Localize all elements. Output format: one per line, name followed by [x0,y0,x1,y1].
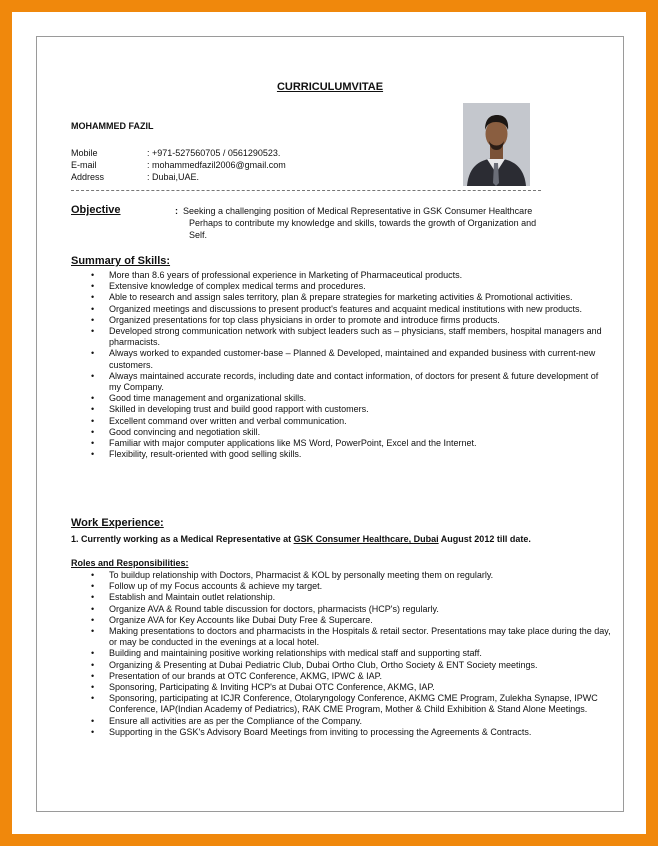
list-item: • Building and maintaining positive working relationships with medical staff and supporting staff. [71,648,611,659]
contact-label: Address [71,172,105,182]
roles-list [71,570,611,738]
list-item: • Organized presentations for top class physicians in order to promote and introduce firms products. [71,315,611,326]
list-item: • Establish and Maintain outlet relationship. [71,592,611,603]
contact-value: : Dubai,UAE. [147,172,200,182]
company-name: GSK Consumer Healthcare, Dubai [293,534,439,544]
list-item: • Organized meetings and discussions to present product's features and acquaint medical institutions with new products. [71,304,611,315]
list-item: • Presentation of our brands at OTC Conference, AKMG, IPWC & IAP. [71,671,611,682]
list-item: • Excellent command over written and verbal communication. [71,416,611,427]
roles-heading: Roles and Responsibilities: [71,558,189,568]
list-item: • Always maintained accurate records, including date and contact information, of doctors for present & future development of my Company. [71,371,611,393]
current-job-line [71,534,531,544]
orange-frame [12,12,646,834]
list-item: • Supporting in the GSK's Advisory Board Meetings from inviting to processing the Agreements & Contracts. [71,727,611,738]
job-prefix: 1. Currently working as a Medical Representative at [71,534,294,544]
list-item: • Able to research and assign sales territory, plan & prepare strategies for marketing activities & Promotional activities. [71,292,611,303]
experience-heading: Work Experience: [71,517,164,529]
list-item: • Sponsoring, Participating & Inviting HCP's at Dubai OTC Conference, AKMG, IAP. [71,682,611,693]
objective-colon: : [175,206,178,216]
list-item: • Ensure all activities are as per the Compliance of the Company. [71,716,611,727]
separator-line [71,190,541,191]
objective-line: Self. [189,230,208,240]
skills-heading: Summary of Skills: [71,255,171,267]
list-item: • More than 8.6 years of professional experience in Marketing of Pharmaceutical products. [71,270,611,281]
contact-email [71,159,286,171]
objective-heading: Objective [71,204,121,216]
contact-label: Mobile [71,148,98,158]
list-item: • Making presentations to doctors and pharmacists in the Hospitals & retail sector. Presentations may take place during the day, or may be conducted in the evenings at a local hotel. [71,626,611,648]
document-page [36,36,624,812]
list-item: • Familiar with major computer applications like MS Word, PowerPoint, Excel and the Internet. [71,438,611,449]
skills-list [71,270,611,460]
document-title: CURRICULUMVITAE [276,81,384,93]
objective-text [183,205,623,241]
list-item: • Good time management and organizational skills. [71,393,611,404]
contact-address [71,171,286,183]
list-item: • To buildup relationship with Doctors, Pharmacist & KOL by personally meeting them on regularly. [71,570,611,581]
list-item: • Extensive knowledge of complex medical terms and procedures. [71,281,611,292]
contact-value: : +971-527560705 / 0561290523. [147,148,281,158]
list-item: • Follow up of my Focus accounts & achieve my target. [71,581,611,592]
list-item: • Skilled in developing trust and build good rapport with customers. [71,404,611,415]
list-item: • Flexibility, result-oriented with good selling skills. [71,449,611,460]
profile-photo [463,103,530,186]
list-item: • Developed strong communication network with subject leaders such as – physicians, staff members, hospital managers and pharmacists. [71,326,611,348]
list-item: • Organizing & Presenting at Dubai Pediatric Club, Dubai Ortho Club, Ortho Society & ENT Society meetings. [71,660,611,671]
list-item: • Organize AVA for Key Accounts like Dubai Duty Free & Supercare. [71,615,611,626]
contact-mobile [71,147,286,159]
contact-block [71,147,286,183]
objective-line: Seeking a challenging position of Medical Representative in GSK Consumer Healthcare [183,206,533,216]
list-item: • Always worked to expanded customer-base – Planned & Developed, maintained and expanded business with current-new customers. [71,348,611,370]
objective-line: Perhaps to contribute my knowledge and skills, towards the growth of Organization and [189,218,537,228]
list-item: • Good convincing and negotiation skill. [71,427,611,438]
candidate-name: MOHAMMED FAZIL [71,121,154,131]
list-item: • Sponsoring, participating at ICJR Conference, Otolaryngology Conference, AKMG CME Program, Zulekha Synapse, IPWC Conference, IAP(Indian Academy of Pediatrics), RAK CME Program, Mother & Child Exhibition & Stand Alone Meetings. [71,693,611,715]
contact-value: : mohammedfazil2006@gmail.com [147,160,286,170]
job-period: August 2012 till date. [438,534,531,544]
person-photo-icon [463,103,530,186]
contact-label: E-mail [71,160,97,170]
list-item: • Organize AVA & Round table discussion for doctors, pharmacists (HCP's) regularly. [71,604,611,615]
